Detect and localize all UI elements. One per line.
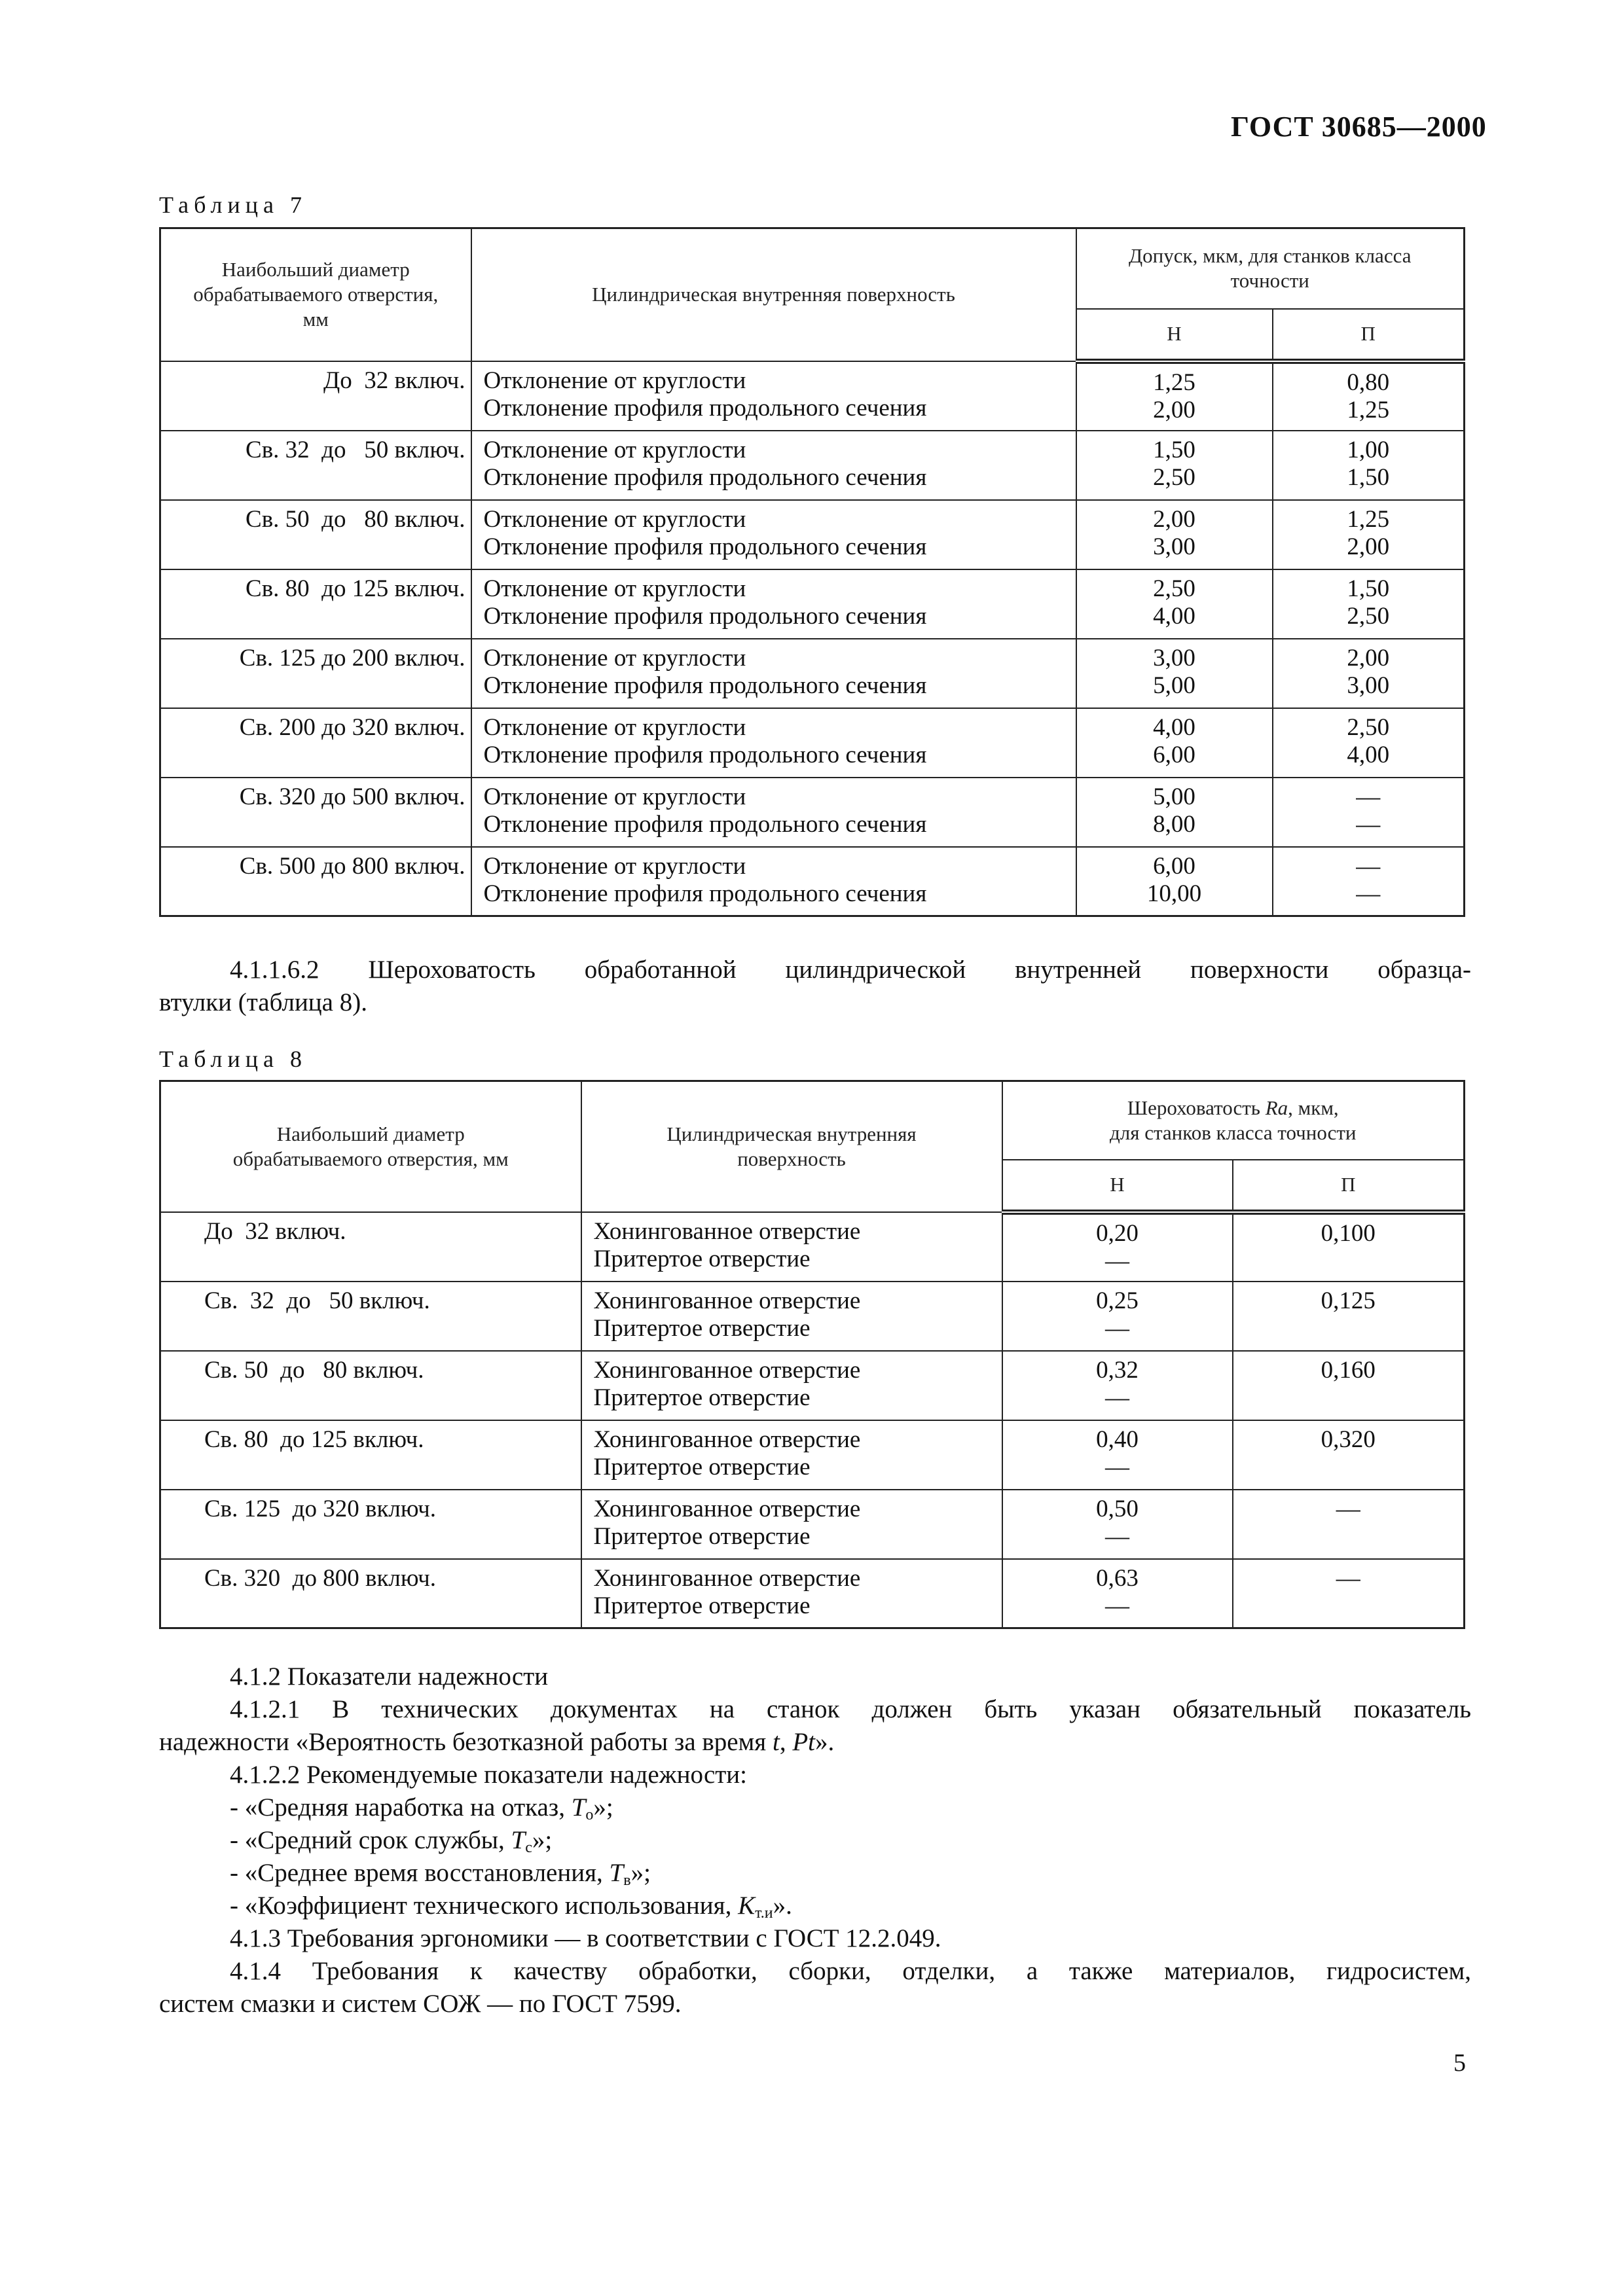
roundness-deviation: Отклонение от круглости [483,505,746,533]
paragraph-4-1-3: 4.1.3 Требования эргономики — в соответствии с ГОСТ 12.2.049. [230,1924,941,1952]
table-8-row [160,1490,1465,1559]
roughness-p-cell [1233,1559,1465,1628]
honed-hole: Хонингованное отверстие [593,1217,861,1245]
table-8-header-class-p: П [1233,1160,1465,1212]
profile-deviation: Отклонение профиля продольного сечения [483,810,927,838]
value: 10,00 [1146,880,1202,907]
diameter-cell: До 32 включ. [160,361,471,431]
lapped-hole: Притертое отверстие [593,1453,811,1480]
roughness-p-cell [1233,1490,1465,1559]
roundness-deviation: Отклонение от круглости [483,644,746,672]
paragraph-4-1-2-1-line-2 [159,1726,834,1759]
table-8-header-roughness-c: для станков класса точности [1109,1121,1357,1144]
table-8-header-roughness-b: , мкм, [1288,1096,1339,1119]
lapped-hole: Притертое отверстие [593,1592,811,1619]
value: 4,00 [1153,713,1195,741]
value: 0,25 [1096,1287,1139,1314]
table-7-row [160,569,1465,639]
profile-deviation: Отклонение профиля продольного сечения [483,741,927,768]
paragraph-4-1-1-6-2-line-1: 4.1.1.6.2 Шероховатость обработанной цилиндрической внутренней поверхности образца- [230,956,1471,984]
value: 0,32 [1096,1356,1139,1384]
table-8-row [160,1420,1465,1490]
document-number: ГОСТ 30685—2000 [1231,111,1487,143]
roundness-deviation: Отклонение от круглости [483,783,746,810]
table-7 [159,227,1465,917]
value: 2,00 [1153,396,1195,423]
diameter-cell: Св. 32 до 50 включ. [160,1282,581,1351]
tolerance-p-cell [1273,500,1465,569]
diameter-cell: Св. 32 до 50 включ. [160,431,471,500]
table-8-row [160,1212,1465,1282]
value: 5,00 [1153,783,1195,810]
value: 2,00 [1153,505,1195,533]
value: — [1356,783,1381,810]
tolerance-h-cell [1076,361,1273,431]
value: 3,00 [1153,533,1195,560]
value: 0,20 [1096,1219,1139,1247]
indicator-text: - «Среднее время восстановления, [230,1859,610,1887]
roundness-deviation: Отклонение от круглости [483,575,746,602]
value: 2,00 [1347,644,1390,672]
paragraph-4-1-4-line-1: 4.1.4 Требования к качеству обработки, сборки, отделки, а также материалов, гидросистем, [230,1957,1471,1985]
tolerance-h-cell [1076,569,1273,639]
value: 1,25 [1347,396,1390,423]
value: 3,00 [1153,644,1195,672]
indicator-end: »; [593,1793,613,1821]
table-7-header-tolerance: Допуск, мкм, для станков класса точности [1076,228,1465,309]
value: — [1105,1453,1129,1480]
value: 2,50 [1153,575,1195,602]
value: 0,100 [1321,1219,1376,1247]
indicator-text: - «Средняя наработка на отказ, [230,1793,572,1821]
table-7-row [160,639,1465,708]
lapped-hole: Притертое отверстие [593,1245,811,1272]
value: — [1336,1495,1360,1522]
surface-cell [471,639,1076,708]
roughness-h-cell [1002,1212,1233,1282]
tolerance-h-cell [1076,500,1273,569]
value: 0,320 [1321,1426,1376,1453]
honed-hole: Хонингованное отверстие [593,1495,861,1522]
value: 3,00 [1347,672,1390,699]
diameter-cell: До 32 включ. [160,1212,581,1282]
tolerance-h-cell [1076,708,1273,778]
diameter-cell: Св. 125 до 320 включ. [160,1490,581,1559]
reliability-indicator-item [230,1857,792,1890]
tolerance-h-cell [1076,847,1273,916]
table-8-header-roughness-ra: Ra [1265,1096,1288,1119]
roughness-p-cell [1233,1212,1465,1282]
roundness-deviation: Отклонение от круглости [483,436,746,463]
value: 1,50 [1347,463,1390,491]
value: 2,50 [1347,602,1390,630]
surface-cell [471,778,1076,847]
indicator-subscript: в [623,1872,631,1889]
value: — [1105,1384,1129,1411]
value: 2,00 [1347,533,1390,560]
profile-deviation: Отклонение профиля продольного сечения [483,672,927,699]
table-7-header-surface: Цилиндрическая внутренняя поверхность [471,228,1076,361]
tolerance-h-cell [1076,639,1273,708]
tolerance-p-cell [1273,431,1465,500]
value: 5,00 [1153,672,1195,699]
value: 1,50 [1347,575,1390,602]
value: 1,00 [1347,436,1390,463]
table-7-caption: Таблица 7 [159,192,307,218]
surface-cell [471,708,1076,778]
table-8-header-class-h: Н [1002,1160,1233,1212]
diameter-cell: Св. 80 до 125 включ. [160,569,471,639]
value: 8,00 [1153,810,1195,838]
roughness-p-cell [1233,1282,1465,1351]
surface-cell [471,569,1076,639]
lapped-hole: Притертое отверстие [593,1314,811,1342]
table-8-row [160,1282,1465,1351]
value: 1,25 [1347,505,1390,533]
tolerance-h-cell [1076,778,1273,847]
tolerance-p-cell [1273,639,1465,708]
roughness-h-cell [1002,1420,1233,1490]
honed-hole: Хонингованное отверстие [593,1426,861,1453]
tolerance-p-cell [1273,778,1465,847]
reliability-indicator-item [230,1791,792,1824]
indicator-subscript: т.и [755,1905,773,1922]
tolerance-p-cell [1273,361,1465,431]
table-8-header-diameter: Наибольший диаметр обрабатываемого отверстия, мм [160,1081,581,1212]
table-7-header-diameter: Наибольший диаметр обрабатываемого отверстия, мм [160,228,471,361]
paragraph-4-1-2-2: 4.1.2.2 Рекомендуемые показатели надежности: [230,1761,748,1789]
value: — [1105,1247,1129,1274]
surface-cell [581,1559,1002,1628]
roundness-deviation: Отклонение от круглости [483,713,746,741]
honed-hole: Хонингованное отверстие [593,1356,861,1384]
surface-cell [581,1282,1002,1351]
value: 6,00 [1153,741,1195,768]
value: 0,63 [1096,1564,1139,1592]
p412-symbol-pt: Pt [792,1728,815,1756]
table-8-caption: Таблица 8 [159,1046,307,1072]
indicator-symbol: T [511,1826,526,1854]
indicator-symbol: T [609,1859,624,1887]
value: — [1356,852,1381,880]
indicator-text: - «Коэффициент технического использования, [230,1892,739,1920]
value: — [1336,1564,1360,1592]
surface-cell [471,847,1076,916]
paragraph-4-1-2-1-line-1: 4.1.2.1 В технических документах на станок должен быть указан обязательный показатель [230,1695,1471,1723]
table-7-row [160,361,1465,431]
table-8 [159,1080,1465,1629]
table-7-row [160,778,1465,847]
value: 2,50 [1153,463,1195,491]
surface-cell [471,431,1076,500]
honed-hole: Хонингованное отверстие [593,1287,861,1314]
diameter-cell: Св. 125 до 200 включ. [160,639,471,708]
p412-text-c: ». [815,1728,835,1756]
table-8-row [160,1559,1465,1628]
value: 0,50 [1096,1495,1139,1522]
lapped-hole: Притертое отверстие [593,1522,811,1550]
surface-cell [471,500,1076,569]
value: 0,160 [1321,1356,1376,1384]
roughness-h-cell [1002,1282,1233,1351]
p412-symbol-t: t [772,1728,780,1756]
value: 0,80 [1347,368,1390,396]
surface-cell [581,1351,1002,1420]
value: 6,00 [1153,852,1195,880]
tolerance-p-cell [1273,708,1465,778]
surface-cell [471,361,1076,431]
table-8-header-roughness [1002,1081,1465,1160]
profile-deviation: Отклонение профиля продольного сечения [483,533,927,560]
page-number: 5 [1453,2049,1466,2077]
table-7-row [160,500,1465,569]
profile-deviation: Отклонение профиля продольного сечения [483,463,927,491]
diameter-cell: Св. 320 до 500 включ. [160,778,471,847]
indicator-subscript: с [525,1839,532,1856]
tolerance-h-cell [1076,431,1273,500]
value: — [1105,1522,1129,1550]
reliability-indicators-list [230,1791,792,1922]
indicator-end: ». [773,1892,792,1920]
value: — [1105,1592,1129,1619]
indicator-end: »; [630,1859,651,1887]
p412-text-b: , [779,1728,793,1756]
lapped-hole: Притертое отверстие [593,1384,811,1411]
indicator-subscript: о [585,1806,594,1823]
indicator-symbol: T [571,1793,586,1821]
table-8-header-surface: Цилиндрическая внутренняя поверхность [581,1081,1002,1212]
diameter-cell: Св. 50 до 80 включ. [160,500,471,569]
diameter-cell: Св. 200 до 320 включ. [160,708,471,778]
value: 4,00 [1153,602,1195,630]
value: — [1356,810,1381,838]
section-4-1-2-title: 4.1.2 Показатели надежности [230,1662,549,1691]
table-7-header-class-p: П [1273,309,1465,361]
p412-text-a: надежности «Вероятность безотказной работы за время [159,1728,773,1756]
value: — [1105,1314,1129,1342]
diameter-cell: Св. 80 до 125 включ. [160,1420,581,1490]
indicator-symbol: K [738,1892,756,1920]
profile-deviation: Отклонение профиля продольного сечения [483,880,927,907]
reliability-indicator-item [230,1890,792,1922]
roundness-deviation: Отклонение от круглости [483,367,746,394]
roundness-deviation: Отклонение от круглости [483,852,746,880]
table-7-row [160,847,1465,916]
roughness-p-cell [1233,1420,1465,1490]
diameter-cell: Св. 50 до 80 включ. [160,1351,581,1420]
honed-hole: Хонингованное отверстие [593,1564,861,1592]
surface-cell [581,1420,1002,1490]
roughness-h-cell [1002,1490,1233,1559]
value: 4,00 [1347,741,1390,768]
indicator-end: »; [532,1826,553,1854]
table-7-header-class-h: Н [1076,309,1273,361]
tolerance-p-cell [1273,847,1465,916]
profile-deviation: Отклонение профиля продольного сечения [483,394,927,422]
paragraph-4-1-1-6-2-line-2: втулки (таблица 8). [159,988,367,1016]
table-7-row [160,708,1465,778]
reliability-indicator-item [230,1824,792,1857]
roughness-p-cell [1233,1351,1465,1420]
profile-deviation: Отклонение профиля продольного сечения [483,602,927,630]
paragraph-4-1-4-line-2: систем смазки и систем СОЖ — по ГОСТ 7599. [159,1990,682,2018]
value: — [1356,880,1381,907]
diameter-cell: Св. 500 до 800 включ. [160,847,471,916]
surface-cell [581,1490,1002,1559]
roughness-h-cell [1002,1351,1233,1420]
diameter-cell: Св. 320 до 800 включ. [160,1559,581,1628]
value: 0,125 [1321,1287,1376,1314]
table-8-header-roughness-a: Шероховатость [1127,1096,1266,1119]
value: 1,25 [1153,368,1195,396]
tolerance-p-cell [1273,569,1465,639]
surface-cell [581,1212,1002,1282]
table-8-row [160,1351,1465,1420]
table-7-row [160,431,1465,500]
roughness-h-cell [1002,1559,1233,1628]
value: 0,40 [1096,1426,1139,1453]
value: 1,50 [1153,436,1195,463]
value: 2,50 [1347,713,1390,741]
indicator-text: - «Средний срок службы, [230,1826,511,1854]
